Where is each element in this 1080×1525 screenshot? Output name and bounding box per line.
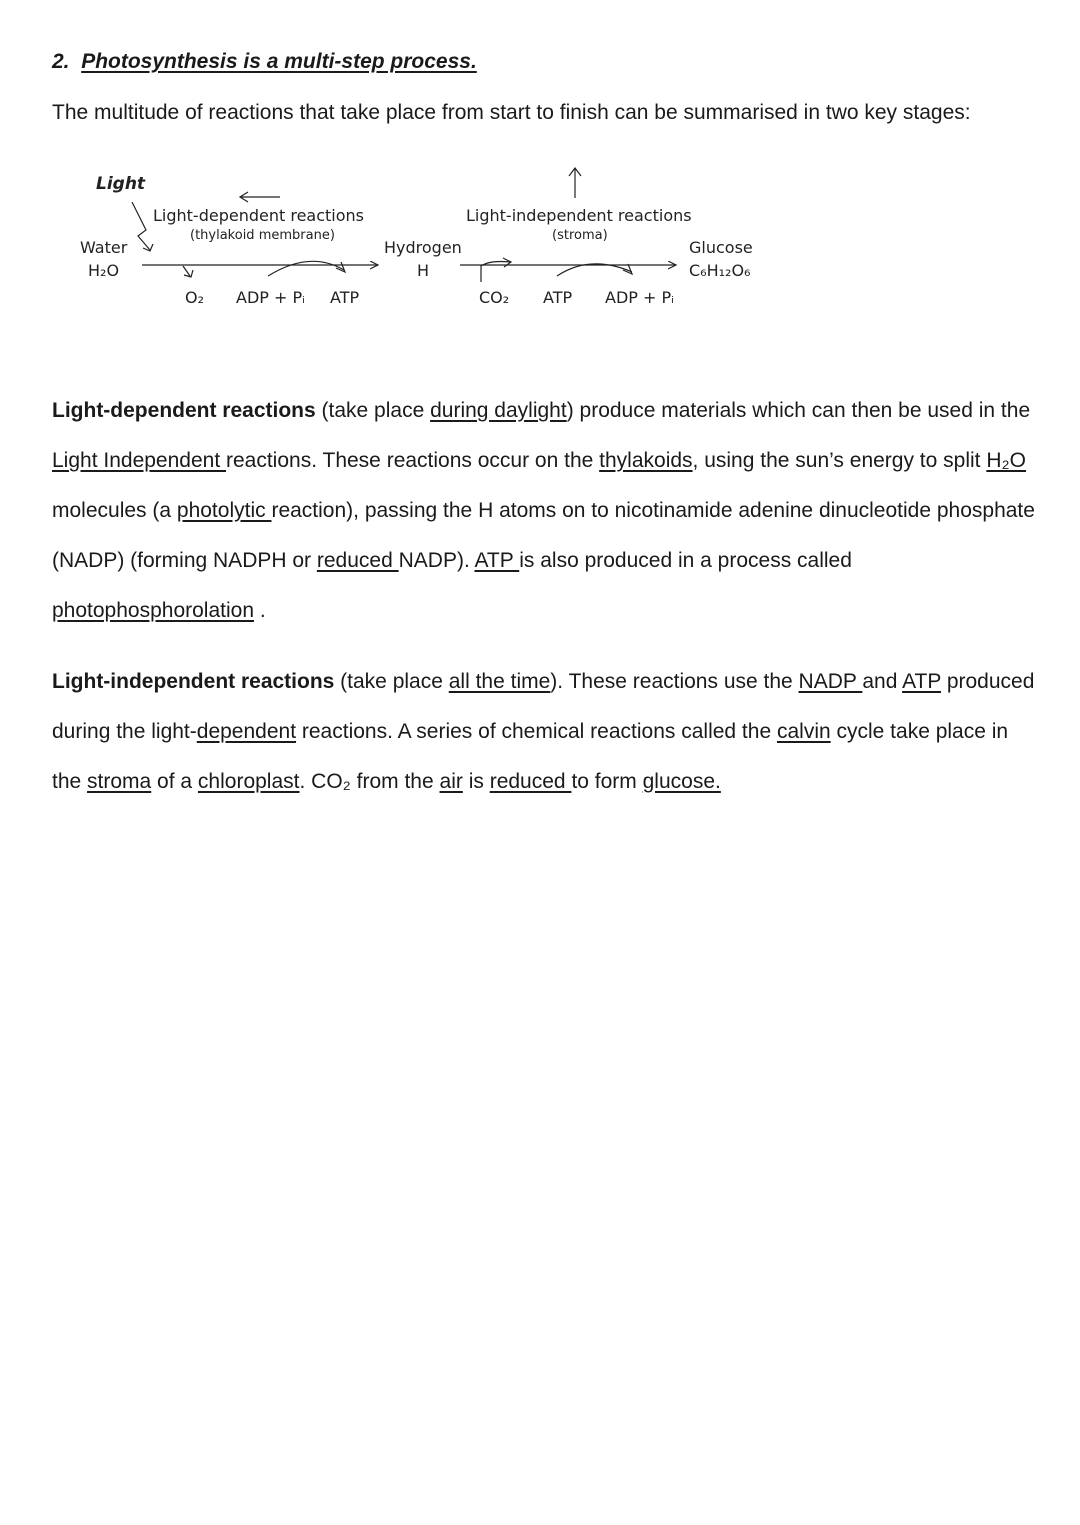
- p2-s5: reactions. A series of chemical reactions called the: [296, 720, 777, 743]
- water-label: Water: [80, 238, 128, 257]
- p1-u4: H₂O: [986, 449, 1026, 472]
- p2-s10: to form: [571, 770, 643, 793]
- p2-u9: reduced: [489, 770, 572, 793]
- p1-u5: photolytic: [176, 499, 272, 522]
- p2-s7: of a: [151, 770, 198, 793]
- p2-u1: all the time: [448, 670, 551, 693]
- glucose-formula: C₆H₁₂O₆: [689, 261, 751, 280]
- p1-u8: photophosphorolation: [52, 599, 255, 622]
- p2-s9: is: [462, 770, 490, 793]
- li-sub: (stroma): [552, 228, 608, 243]
- light-label: Light: [96, 174, 146, 194]
- p2-s8: . CO₂ from the: [299, 770, 440, 793]
- photosynthesis-diagram: [70, 158, 790, 328]
- p1-s3: reactions. These reactions occur on the: [226, 449, 600, 472]
- p2-u2: NADP: [798, 670, 863, 693]
- p2-s2: ). These reactions use the: [550, 670, 799, 693]
- heading-number: 2.: [52, 50, 70, 73]
- light-ray-arrow: [132, 202, 153, 251]
- p2-u5: calvin: [776, 720, 831, 743]
- atp-label-1: ATP: [330, 288, 360, 307]
- atp-use-arrow: [557, 264, 632, 276]
- p1-s9: .: [254, 599, 266, 622]
- li-bold-term: Light-independent reactions: [52, 670, 335, 693]
- heading-title: Photosynthesis is a multi-step process.: [81, 50, 477, 73]
- p2-s3: and: [862, 670, 903, 693]
- ld-bold-term: Light-dependent reactions: [52, 399, 316, 422]
- p1-u2: Light Independent: [52, 449, 226, 472]
- p2-u7: chloroplast: [197, 770, 300, 793]
- light-independent-paragraph: [52, 657, 1042, 807]
- co2-label: CO₂: [479, 288, 510, 307]
- p2-s4: produced during the light-: [52, 670, 1035, 743]
- co2-input-arrowhead: [503, 258, 511, 267]
- p2-s1: (take place: [334, 670, 449, 693]
- p1-s1: (take place: [315, 399, 431, 422]
- glucose-label: Glucose: [689, 238, 753, 257]
- p1-u7: ATP: [474, 549, 520, 572]
- p2-u4: dependent: [196, 720, 297, 743]
- ld-title: Light-dependent reactions: [153, 206, 364, 225]
- atp-formation-arrow: [268, 261, 344, 276]
- intro-text: The multitude of reactions that take place from start to finish can be summarised in two key stages:: [52, 101, 971, 124]
- hydrogen-label: Hydrogen: [384, 238, 462, 257]
- li-title: Light-independent reactions: [466, 206, 692, 225]
- h2o-label: H₂O: [88, 261, 120, 280]
- atp-label-2: ATP: [543, 288, 573, 307]
- o2-release-arrow: [183, 266, 193, 277]
- adp-label-2: ADP + Pᵢ: [605, 288, 674, 307]
- section-heading: [52, 50, 477, 74]
- p2-u10: glucose.: [642, 770, 721, 793]
- p2-u8: air: [439, 770, 463, 793]
- adp-label-1: ADP + Pᵢ: [236, 288, 305, 307]
- h-label: H: [417, 261, 430, 280]
- ld-sub: (thylakoid membrane): [190, 228, 335, 243]
- p2-s6: cycle take place in the: [52, 720, 1009, 793]
- light-dependent-paragraph: [52, 386, 1042, 636]
- p2-u3: ATP: [902, 670, 941, 693]
- p1-s8: is also produced in a process called: [519, 549, 852, 572]
- p1-s2: ) produce materials which can then be used in the: [566, 399, 1031, 422]
- p1-s7: NADP).: [398, 549, 475, 572]
- p1-u3: thylakoids: [599, 449, 693, 472]
- p1-s5: molecules (a: [52, 499, 177, 522]
- p1-s6: reaction), passing the H atoms on to nicotinamide adenine dinucleotide phosphate (NADP) (forming NADPH or: [52, 499, 1035, 572]
- back-arrow-icon: [240, 192, 280, 202]
- p2-u6: stroma: [87, 770, 152, 793]
- o2-label: O₂: [185, 288, 205, 307]
- p1-u6: reduced: [316, 549, 399, 572]
- p1-u1: during daylight: [430, 399, 567, 422]
- up-arrow-icon: [569, 168, 581, 198]
- p1-s4: , using the sun’s energy to split: [692, 449, 987, 472]
